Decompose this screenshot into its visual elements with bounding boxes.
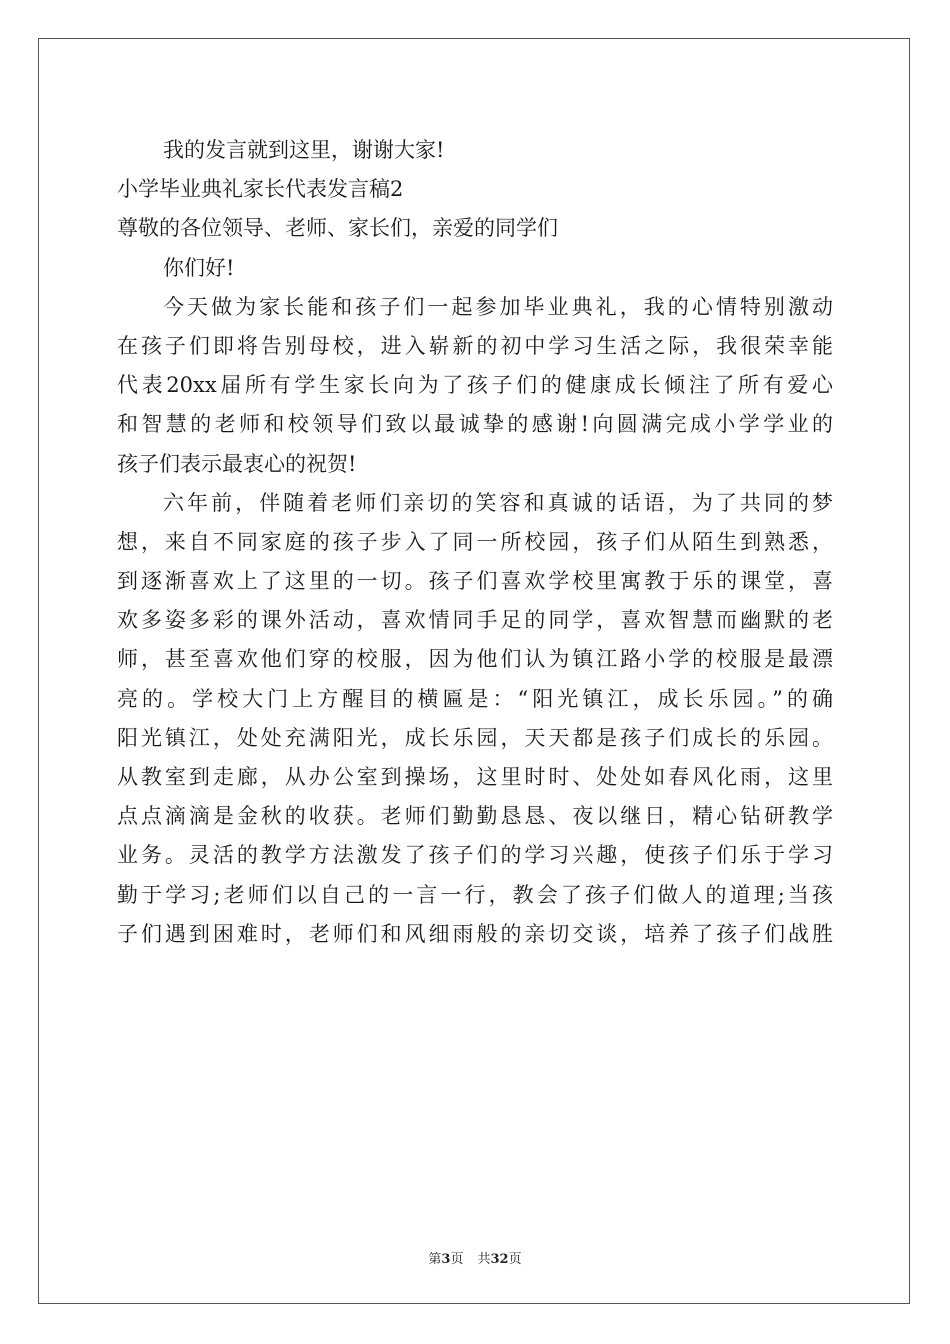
- text-line: 和智慧的老师和校领导们致以最诚挚的感谢!向圆满完成小学学业的: [117, 412, 833, 437]
- total-page-number: 32: [490, 1252, 509, 1267]
- current-page-number: 3: [441, 1252, 451, 1267]
- text-line: 到逐渐喜欢上了这里的一切。孩子们喜欢学校里寓教于乐的课堂，喜: [117, 569, 833, 594]
- section-title: 小学毕业典礼家长代表发言稿2: [117, 177, 404, 202]
- page-unit: 页: [450, 1252, 464, 1267]
- salutation: 尊敬的各位领导、老师、家长们，亲爱的同学们: [117, 216, 558, 241]
- text-line: 代表20xx届所有学生家长向为了孩子们的健康成长倾注了所有爱心: [117, 373, 833, 398]
- page-prefix: 第: [428, 1252, 442, 1267]
- total-unit: 页: [508, 1252, 522, 1267]
- text-line: 我的发言就到这里，谢谢大家!: [163, 138, 445, 162]
- text-line: 子们遇到困难时，老师们和风细雨般的亲切交谈，培养了孩子们战胜: [117, 921, 833, 946]
- text-line: 亮的。学校大门上方醒目的横匾是：“阳光镇江，成长乐园。”的确: [117, 686, 833, 711]
- text-line: 点点滴滴是金秋的收获。老师们勤勤恳恳、夜以继日，精心钻研教学: [117, 804, 833, 829]
- text-line: 在孩子们即将告别母校，进入崭新的初中学习生活之际，我很荣幸能: [117, 333, 833, 358]
- document-body: [117, 131, 833, 954]
- text-line: 今天做为家长能和孩子们一起参加毕业典礼，我的心情特别激动: [163, 294, 833, 319]
- text-line: 师，甚至喜欢他们穿的校服，因为他们认为镇江路小学的校服是最漂: [117, 647, 833, 672]
- text-line: 阳光镇江，处处充满阳光，成长乐园，天天都是孩子们成长的乐园。: [117, 725, 833, 750]
- greeting: 你们好!: [163, 255, 235, 280]
- text-line: 业务。灵活的教学方法激发了孩子们的学习兴趣，使孩子们乐于学习: [117, 843, 833, 868]
- text-line: 欢多姿多彩的课外活动，喜欢情同手足的同学，喜欢智慧而幽默的老: [117, 608, 833, 633]
- page-footer: [0, 1248, 950, 1267]
- text-line: 六年前，伴随着老师们亲切的笑容和真诚的话语，为了共同的梦: [163, 490, 833, 515]
- total-prefix: 共: [477, 1252, 491, 1267]
- text-line: 孩子们表示最衷心的祝贺!: [117, 451, 357, 476]
- text-line: 从教室到走廊，从办公室到操场，这里时时、处处如春风化雨，这里: [117, 765, 833, 789]
- text-line: 勤于学习;老师们以自己的一言一行，教会了孩子们做人的道理;当孩: [117, 882, 833, 907]
- text-line: 想，来自不同家庭的孩子步入了同一所校园，孩子们从陌生到熟悉，: [117, 529, 833, 554]
